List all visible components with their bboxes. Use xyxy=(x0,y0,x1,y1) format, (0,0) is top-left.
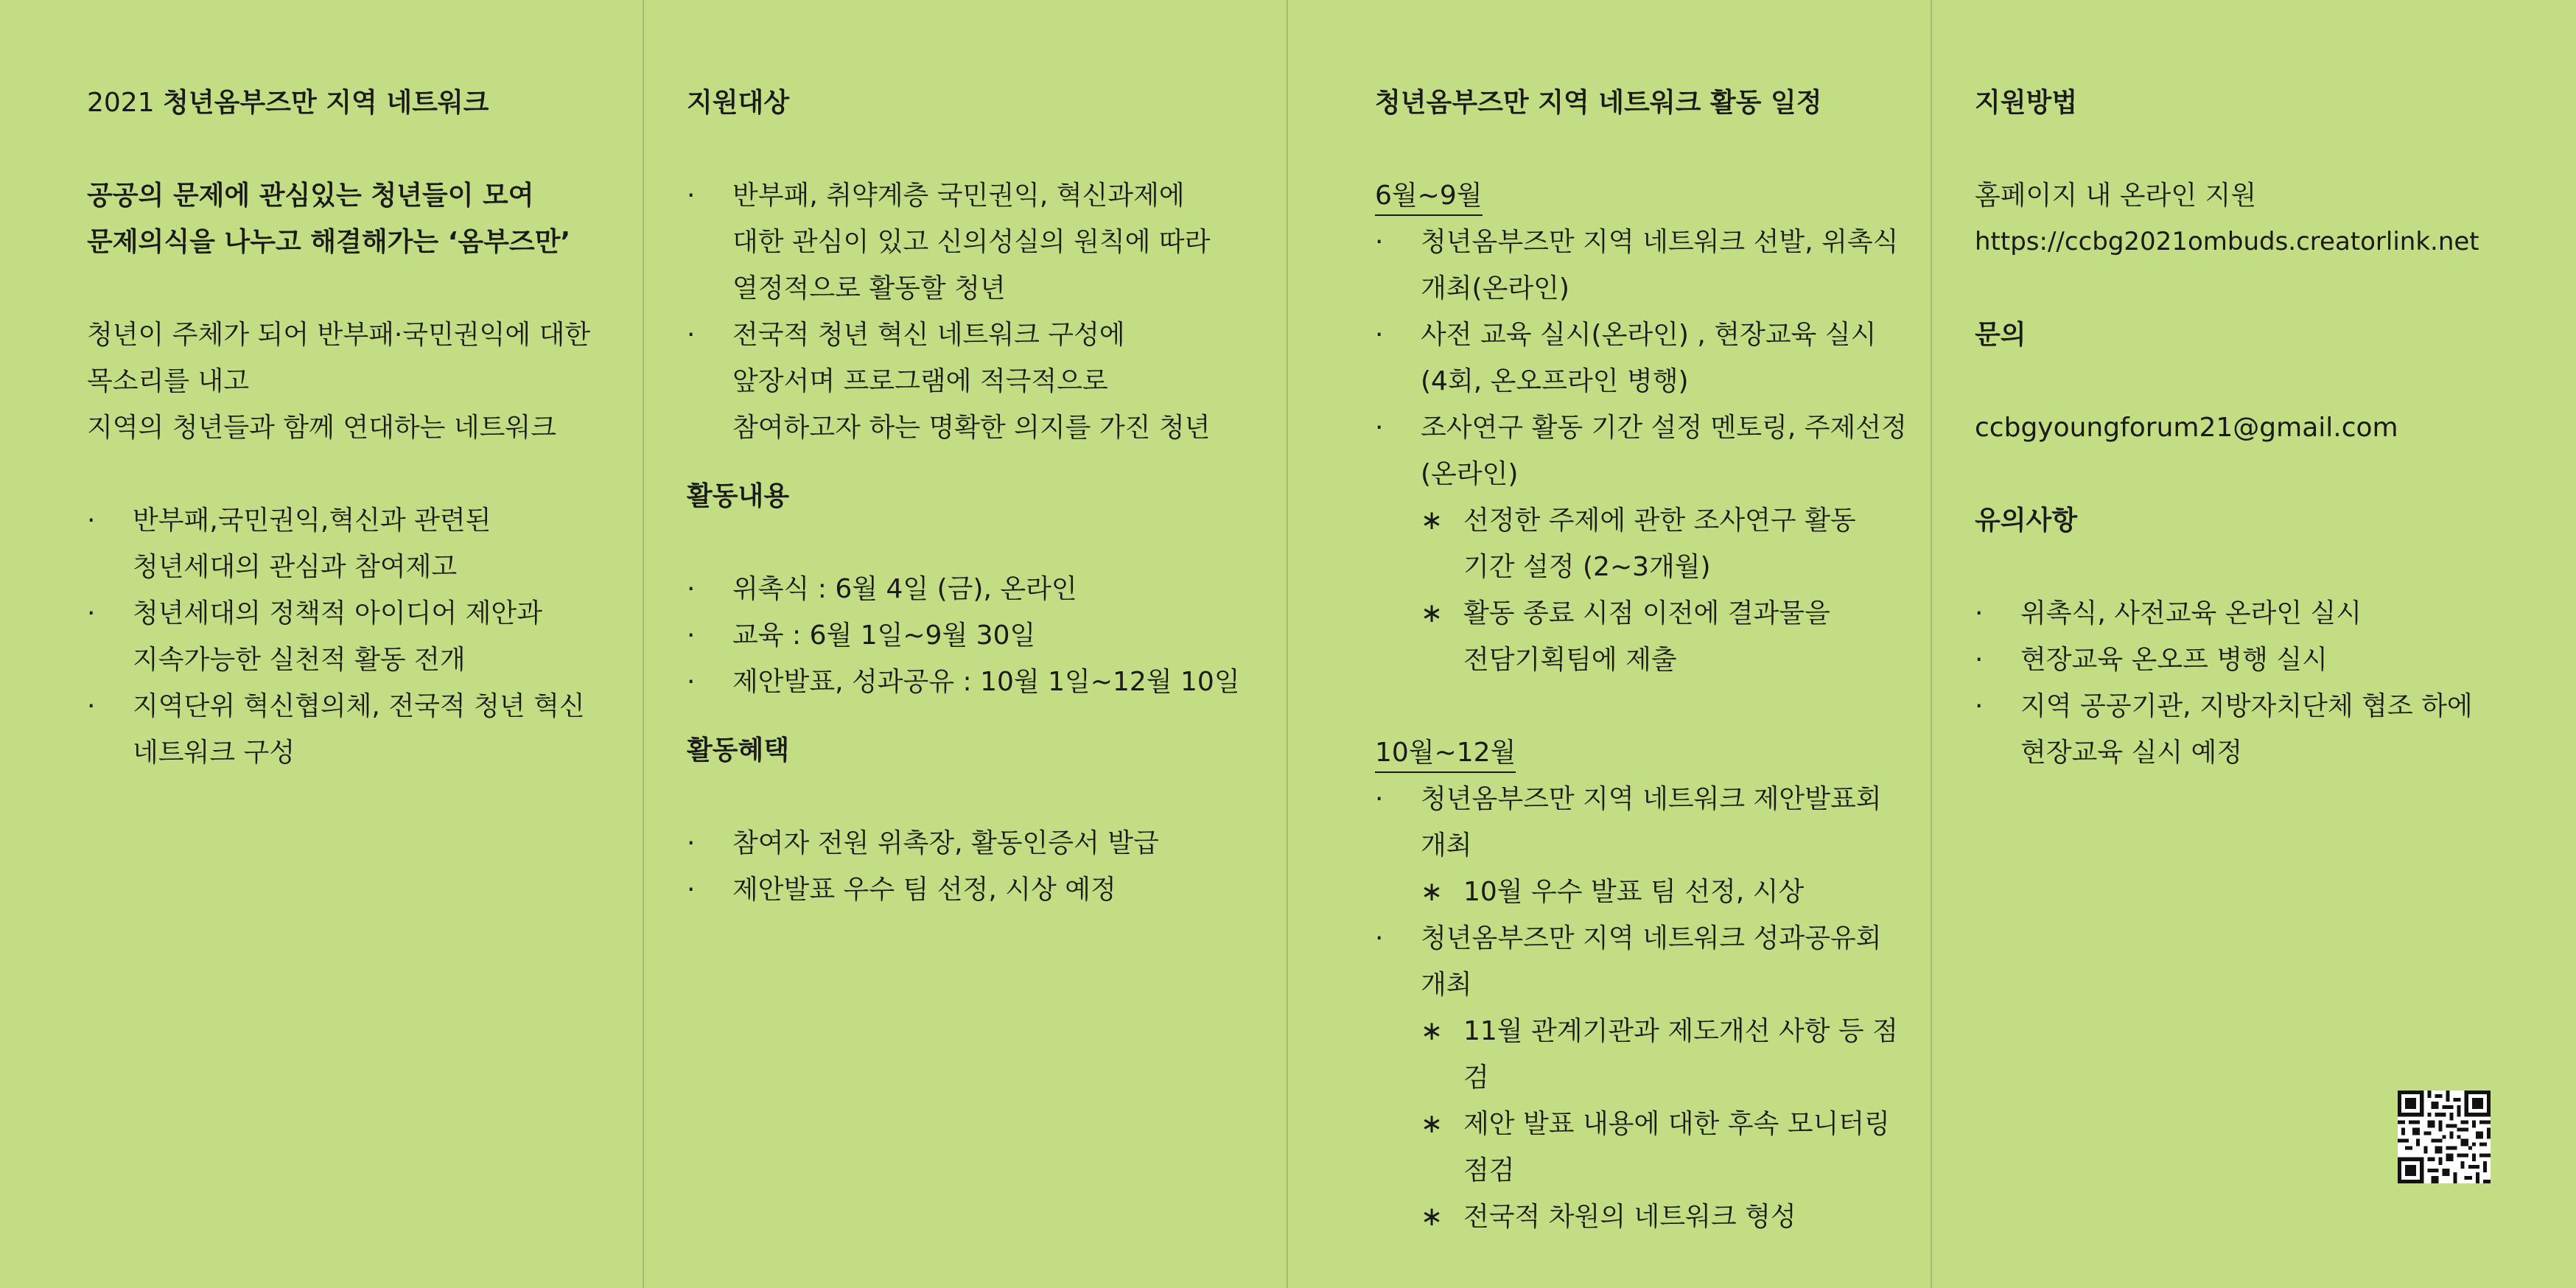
list-item: · 반부패,국민권익,혁신과 관련된 청년세대의 관심과 참여제고 xyxy=(87,497,617,590)
list-item: · 제안발표, 성과공유 : 10월 1일~12월 10일 xyxy=(687,659,1269,705)
sub-item: ∗ 10월 우수 발표 팀 선정, 시상 xyxy=(1375,869,1920,915)
period-label: 6월~9월 xyxy=(1375,178,1483,216)
sub-item: ∗ 11월 관계기관과 제도개선 사항 등 점검 xyxy=(1375,1008,1920,1101)
list-item: · 현장교육 온오프 병행 실시 xyxy=(1975,637,2557,683)
asterisk-icon: ∗ xyxy=(1421,877,1443,907)
list-item: · 청년옴부즈만 지역 네트워크 성과공유회 개최 xyxy=(1375,915,1920,1008)
section-title-target: 지원대상 xyxy=(687,88,790,118)
list-item: · 청년세대의 정책적 아이디어 제안과 지속가능한 실천적 활동 전개 xyxy=(87,590,617,683)
column-divider xyxy=(1931,0,1932,1288)
list-item: · 참여자 전원 위촉장, 활동인증서 발급 xyxy=(687,820,1269,867)
section-title-schedule: 청년옴부즈만 지역 네트워크 활동 일정 xyxy=(1375,88,1822,118)
column-divider xyxy=(643,0,644,1288)
desc-line: 청년이 주체가 되어 반부패·국민권익에 대한 xyxy=(87,320,591,350)
period-label: 10월~12월 xyxy=(1375,735,1516,773)
schedule-column xyxy=(1375,80,1920,1240)
section-title-notice: 유의사항 xyxy=(1975,505,2078,536)
headline-line: 공공의 문제에 관심있는 청년들이 모여 xyxy=(87,181,534,211)
desc-line: 지역의 청년들과 함께 연대하는 네트워크 xyxy=(87,413,556,443)
asterisk-icon: ∗ xyxy=(1421,505,1443,536)
column-divider xyxy=(1287,0,1288,1288)
list-item: · 조사연구 활동 기간 설정 멘토링, 주제선정 (온라인) xyxy=(1375,405,1920,497)
intro-column xyxy=(87,80,617,776)
section-title-contact: 문의 xyxy=(1975,320,2026,350)
apply-column xyxy=(1975,80,2557,776)
list-item: · 청년옴부즈만 지역 네트워크 선발, 위촉식 개최(온라인) xyxy=(1375,219,1920,312)
asterisk-icon: ∗ xyxy=(1421,1016,1443,1046)
list-item: · 지역 공공기관, 지방자치단체 협조 하에 현장교육 실시 예정 xyxy=(1975,683,2557,776)
section-title-benefit: 활동혜택 xyxy=(687,735,790,766)
headline-line: 문제의식을 나누고 해결해가는 ‘옴부즈만’ xyxy=(87,227,571,257)
sub-item: ∗ 활동 종료 시점 이전에 결과물을 전담기획팀에 제출 xyxy=(1375,590,1920,683)
list-item: · 전국적 청년 혁신 네트워크 구성에 앞장서며 프로그램에 적극적으로 참여하고자 하는 명확한 의지를 가진 청년 xyxy=(687,312,1269,451)
sub-item: ∗ 전국적 차원의 네트워크 형성 xyxy=(1375,1194,1920,1240)
list-item: · 위촉식, 사전교육 온라인 실시 xyxy=(1975,590,2557,637)
list-item: · 교육 : 6월 1일~9월 30일 xyxy=(687,612,1269,659)
section-title-method: 지원방법 xyxy=(1975,88,2078,118)
qr-code-icon[interactable] xyxy=(2398,1091,2491,1183)
sub-item: ∗ 선정한 주제에 관한 조사연구 활동 기간 설정 (2~3개월) xyxy=(1375,497,1920,590)
sub-item: ∗ 제안 발표 내용에 대한 후속 모니터링 점검 xyxy=(1375,1101,1920,1194)
desc-line: 목소리를 내고 xyxy=(87,366,250,396)
asterisk-icon: ∗ xyxy=(1421,598,1443,629)
asterisk-icon: ∗ xyxy=(1421,1109,1443,1139)
apply-link[interactable]: https://ccbg2021ombuds.creatorlink.net xyxy=(1975,227,2479,256)
page-title: 2021 청년옴부즈만 지역 네트워크 xyxy=(87,88,489,118)
list-item: · 제안발표 우수 팀 선정, 시상 예정 xyxy=(687,867,1269,913)
support-column xyxy=(687,80,1269,913)
list-item: · 지역단위 혁신협의체, 전국적 청년 혁신 네트워크 구성 xyxy=(87,683,617,776)
list-item: · 사전 교육 실시(온라인) , 현장교육 실시 (4회, 온오프라인 병행) xyxy=(1375,312,1920,405)
contact-email-link[interactable]: ccbgyoungforum21@gmail.com xyxy=(1975,413,2398,443)
asterisk-icon: ∗ xyxy=(1421,1202,1443,1232)
method-text: 홈페이지 내 온라인 지원 xyxy=(1975,181,2257,211)
list-item: · 반부패, 취약계층 국민권익, 혁신과제에 대한 관심이 있고 신의성실의 원칙에 따라 열정적으로 활동할 청년 xyxy=(687,172,1269,312)
list-item: · 위촉식 : 6월 4일 (금), 온라인 xyxy=(687,566,1269,612)
list-item: · 청년옴부즈만 지역 네트워크 제안발표회 개최 xyxy=(1375,776,1920,869)
section-title-activity: 활동내용 xyxy=(687,481,790,511)
